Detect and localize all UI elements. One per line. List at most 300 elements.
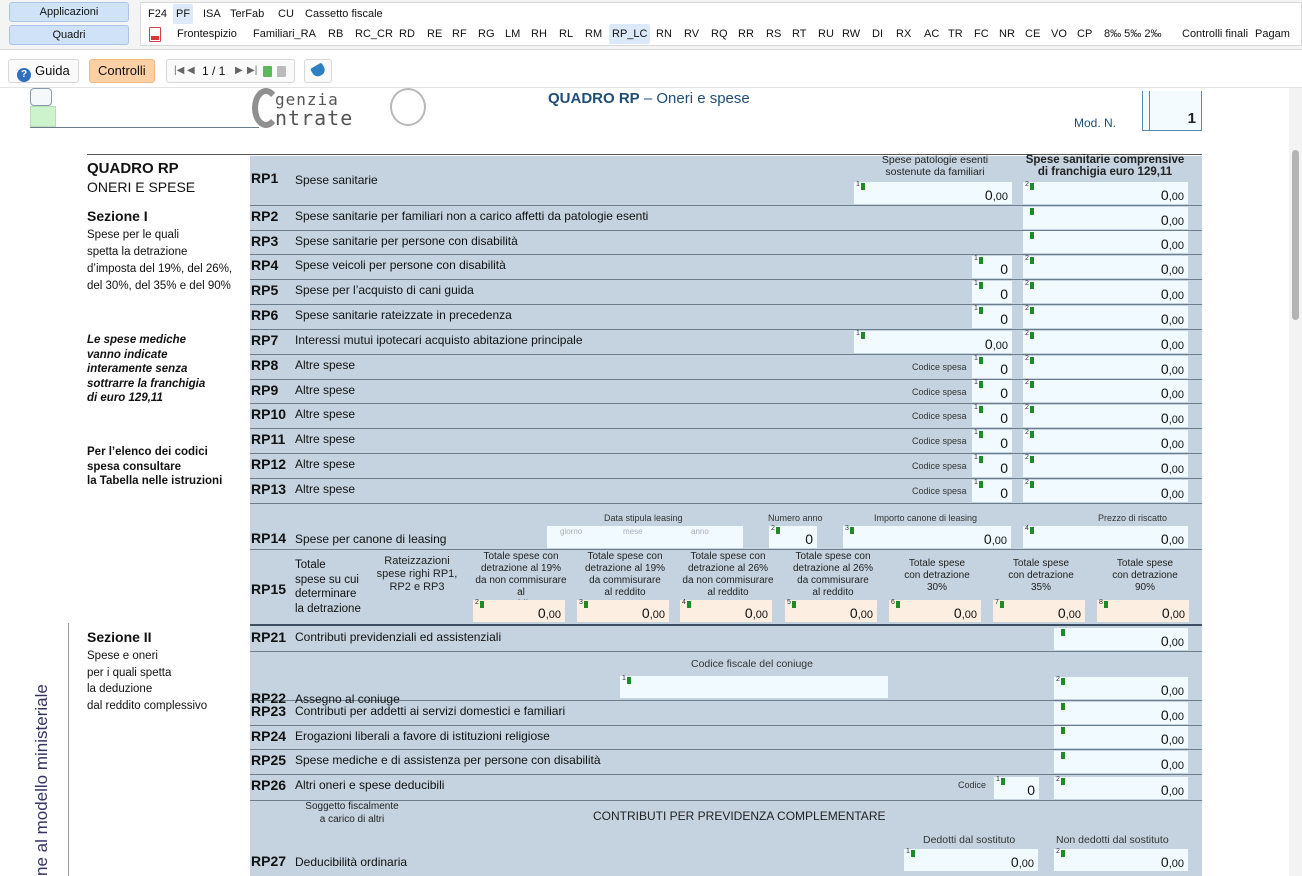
delete-page-icon[interactable] (277, 66, 286, 77)
field-marker-icon (687, 601, 691, 608)
sez1desc-line: del 30%, del 35% e del 90% (87, 280, 231, 292)
field-value-int: 0 (1160, 410, 1169, 426)
field-value-int: 0 (1160, 756, 1169, 772)
field-value-dec: ,00 (1168, 735, 1184, 747)
field-value: 0 (1000, 286, 1008, 302)
rp7-field-1[interactable] (854, 331, 1012, 353)
rp15-field-4[interactable] (680, 600, 772, 622)
field-value (538, 605, 561, 621)
rp12-amount-field[interactable] (1023, 455, 1188, 477)
field-value-dec: ,00 (752, 609, 768, 621)
rp9-codice-field[interactable] (972, 380, 1012, 402)
field-number: 1 (974, 355, 978, 362)
field-marker-icon (1030, 381, 1034, 388)
field-value (1162, 605, 1185, 621)
field-value-dec: ,00 (1065, 609, 1081, 621)
rp23-label: Contributi per addetti ai servizi domestici e familiari (295, 704, 566, 718)
field-number: 1 (856, 330, 860, 337)
vertical-caption: ne al modello ministeriale (32, 684, 51, 876)
rp1-field-2[interactable] (1023, 182, 1188, 204)
quadro-tab-tr[interactable]: TR (948, 28, 963, 40)
row-separator (250, 354, 1202, 355)
rp22-cf-field[interactable] (620, 676, 888, 698)
tab-cu[interactable]: CU (278, 8, 294, 20)
quadro-tab-ce[interactable]: CE (1025, 28, 1041, 40)
rp10-label: Altre spese (295, 407, 356, 421)
field-value-int: 0 (953, 605, 962, 621)
field-marker-icon (1030, 527, 1034, 534)
field-value (1161, 385, 1184, 401)
field-value-int: 0 (1161, 605, 1170, 621)
quadro-tab-di[interactable]: DI (872, 28, 883, 40)
rp15-field-7[interactable] (993, 600, 1085, 622)
sezione2-desc (87, 648, 207, 714)
rp23-field[interactable] (1054, 702, 1188, 724)
rp8-codice-spesa-label: Codice spesa (912, 362, 967, 372)
rp26-codice-label: Codice (958, 780, 987, 790)
first-page-icon[interactable]: |◀ (174, 65, 185, 76)
quadro-tab-pagam[interactable]: Pagam (1255, 28, 1290, 40)
add-page-icon[interactable] (263, 66, 272, 77)
rp15-field-3[interactable] (577, 600, 669, 622)
rp15-field-5[interactable] (785, 600, 877, 622)
field-marker-icon (1061, 629, 1065, 636)
field-marker-icon (627, 677, 631, 684)
field-value (1161, 336, 1184, 352)
rp26-amount-field[interactable] (1054, 777, 1188, 799)
rp6-label: Spese sanitarie rateizzate in precedenza (295, 308, 512, 322)
field-marker-icon (979, 257, 983, 264)
field-value (1161, 435, 1184, 451)
sezione1-desc (87, 227, 232, 295)
rp8-code: RP8 (251, 357, 279, 373)
field-value (850, 605, 873, 621)
rp7-field-2[interactable] (1023, 331, 1188, 353)
field-value-int: 0 (984, 336, 993, 352)
field-value: 0 (1000, 385, 1008, 401)
rp27-dedotti-label: Dedotti dal sostituto (923, 834, 1016, 846)
rp15-rate-checkbox[interactable] (30, 88, 52, 106)
rp15-rate-label (375, 555, 459, 594)
field-value: 0 (1000, 361, 1008, 377)
field-value-int: 0 (1057, 605, 1066, 621)
field-number: 2 (1025, 355, 1029, 362)
controlli-button[interactable]: Controlli (89, 59, 155, 83)
quadro-tab-rt[interactable]: RT (792, 28, 807, 40)
rp11-amount-field[interactable] (1023, 430, 1188, 452)
page-indicator: 1 / 1 (202, 64, 226, 78)
quadro-tab-ac[interactable]: AC (924, 28, 940, 40)
field-marker-icon (1030, 406, 1034, 413)
field-value-dec: ,00 (992, 191, 1008, 203)
field-marker-icon (1104, 601, 1108, 608)
rp27-soggetto-label (292, 800, 412, 826)
rp1-field-1[interactable] (854, 182, 1012, 204)
field-value-int: 0 (1160, 435, 1169, 451)
field-number: 1 (974, 305, 978, 312)
quadro-tab-rn[interactable]: RN (656, 28, 672, 40)
rp15-field-8[interactable] (1097, 600, 1189, 622)
rp27-soggetto-line: a carico di altri (319, 814, 385, 825)
field-value (1161, 187, 1184, 203)
rp25-field[interactable] (1054, 751, 1188, 773)
rp6-field-2[interactable] (1023, 306, 1188, 328)
rp13-amount-field[interactable] (1023, 480, 1188, 502)
field-value (1161, 854, 1184, 870)
rp14-importo-label: Importo canone di leasing (874, 513, 978, 523)
row-separator (250, 549, 1202, 550)
rp4-field-2[interactable] (1023, 256, 1188, 278)
field-marker-icon (1000, 601, 1004, 608)
field-number: 1 (856, 181, 860, 188)
note1-line: di euro 129,11 (87, 392, 163, 404)
rp9-codice-spesa-label: Codice spesa (912, 387, 967, 397)
field-value-int: 0 (1160, 531, 1169, 547)
field-value-dec: ,00 (545, 609, 561, 621)
field-marker-icon (1030, 332, 1034, 339)
rp27-non-dedotti-field[interactable] (1054, 849, 1188, 871)
quadro-tab-rg[interactable]: RG (478, 28, 495, 40)
field-value (1161, 782, 1184, 798)
rp11-codice-spesa-label: Codice spesa (912, 436, 967, 446)
field-value: 0 (1000, 485, 1008, 501)
clean-button[interactable] (304, 59, 332, 83)
field-value-int: 0 (1160, 311, 1169, 327)
rp1-col-right: Spese sanitarie comprensive di franchigia euro 129,11 (1025, 154, 1185, 178)
row-separator (250, 774, 1202, 775)
field-value-dec: ,00 (1168, 711, 1184, 723)
field-value (1161, 731, 1184, 747)
field-marker-icon (979, 431, 983, 438)
rp15-field-6[interactable] (889, 600, 981, 622)
rp1-label: Spese sanitarie (295, 173, 378, 187)
rp22-amount-field[interactable] (1054, 677, 1188, 699)
field-value (1161, 460, 1184, 476)
field-value-dec: ,00 (1168, 637, 1184, 649)
rp27-soggetto-checkbox[interactable] (30, 106, 56, 127)
rp10-codice-spesa-label: Codice spesa (912, 411, 967, 421)
quadro-tab-rq[interactable]: RQ (711, 28, 728, 40)
rp15-col-head-2: Totale spese con detrazione al 19% da non commisurare al (475, 551, 567, 598)
field-value-dec: ,00 (649, 609, 665, 621)
field-marker-icon (776, 527, 780, 534)
rp15-col-head-6: Totale spese con detrazione 30% (904, 558, 970, 593)
rp27-dedotti-field[interactable] (904, 849, 1038, 871)
field-number: 2 (1056, 776, 1060, 783)
field-marker-icon (1030, 307, 1034, 314)
field-value-dec: ,00 (1168, 290, 1184, 302)
rp11-codice-field[interactable] (972, 430, 1012, 452)
nav-panel (140, 2, 1302, 46)
page-title: QUADRO RP – Oneri e spese (548, 90, 750, 107)
field-number: 1 (974, 280, 978, 287)
row-separator (250, 205, 1202, 206)
rp27-code: RP27 (251, 853, 287, 869)
field-number: 2 (475, 599, 479, 606)
rp8-amount-field[interactable] (1023, 356, 1188, 378)
help-icon: ? (17, 68, 31, 82)
rp10-amount-field[interactable] (1023, 405, 1188, 427)
rp1-code: RP1 (251, 170, 279, 186)
field-number: 2 (1025, 305, 1029, 312)
field-value (1161, 531, 1184, 547)
applicazioni-button[interactable]: Applicazioni (9, 2, 129, 22)
quadro-tab-rw[interactable]: RW (842, 28, 861, 40)
quadro-tab-re[interactable]: RE (427, 28, 443, 40)
rp15-label-line: determinare (295, 588, 357, 600)
quadro-tab-rb[interactable]: RB (328, 28, 344, 40)
quadro-tab-rr[interactable]: RR (738, 28, 754, 40)
rp5-label: Spese per l’acquisto di cani guida (295, 283, 474, 297)
rp2-field[interactable] (1023, 207, 1188, 229)
field-marker-icon (1061, 778, 1065, 785)
field-value-dec: ,00 (1168, 240, 1184, 252)
field-number: 2 (1025, 404, 1029, 411)
field-value (1161, 410, 1184, 426)
field-value-dec: ,00 (1168, 365, 1184, 377)
note2-line: la Tabella nelle istruzioni (87, 475, 223, 487)
field-value-int: 0 (744, 605, 753, 621)
row-separator (250, 503, 1202, 504)
rp14-numero-anno-field[interactable] (769, 526, 817, 548)
side-oneri: ONERI E SPESE (87, 179, 196, 195)
field-number: 1 (974, 429, 978, 436)
quadro-tab-rc-cr[interactable]: RC_CR (355, 28, 393, 40)
rp10-codice-field[interactable] (972, 405, 1012, 427)
tab-isa[interactable]: ISA (203, 8, 221, 20)
rp26-label: Altri oneri e spese deducibili (295, 778, 445, 792)
vertical-scrollbar[interactable] (1289, 88, 1302, 876)
field-value (1161, 361, 1184, 377)
row-separator (250, 453, 1202, 454)
rp27-label: Deducibilità ordinaria (295, 855, 408, 869)
field-value-int: 0 (1160, 782, 1169, 798)
field-marker-icon (1061, 850, 1065, 857)
quadro-tab-vo[interactable]: VO (1051, 28, 1067, 40)
quadro-tab-controlli-finali[interactable]: Controlli finali (1182, 28, 1249, 40)
prev-page-icon[interactable]: ◀ (187, 65, 195, 76)
rp14-prezzo-field[interactable] (1023, 526, 1188, 548)
field-value-int: 0 (1160, 261, 1169, 277)
field-value (1161, 261, 1184, 277)
field-marker-icon (1030, 183, 1034, 190)
quadro-tab-nr[interactable]: NR (999, 28, 1015, 40)
field-value-int: 0 (1160, 187, 1169, 203)
field-marker-icon (979, 357, 983, 364)
field-value (985, 187, 1008, 203)
side-quadro: QUADRO RP (87, 160, 179, 177)
quadro-tab-rl[interactable]: RL (559, 28, 574, 40)
field-value-dec: ,00 (991, 535, 1007, 547)
quadro-tab-rx[interactable]: RX (896, 28, 912, 40)
field-value-dec: ,00 (992, 340, 1008, 352)
quadro-tab-rv[interactable]: RV (684, 28, 700, 40)
quadro-tab-rs[interactable]: RS (766, 28, 782, 40)
quadro-tab-rh[interactable]: RH (531, 28, 547, 40)
quadro-tab-familiari-ra[interactable]: Familiari_RA (253, 28, 316, 40)
rp12-codice-field[interactable] (972, 455, 1012, 477)
field-value (1161, 707, 1184, 723)
field-value-int: 0 (983, 531, 992, 547)
field-value-int: 0 (984, 187, 993, 203)
rp22-code: RP22 (251, 690, 287, 706)
field-marker-icon (1030, 232, 1034, 239)
rp14-code: RP14 (251, 530, 287, 546)
quadro-tab-rm[interactable]: RM (585, 28, 603, 40)
field-number: 2 (1056, 848, 1060, 855)
quadro-tab-cp[interactable]: CP (1077, 28, 1093, 40)
field-value-int: 0 (1160, 854, 1169, 870)
field-number: 4 (1025, 525, 1029, 532)
field-value (1011, 854, 1034, 870)
rp11-code: RP11 (251, 431, 286, 447)
rp25-label: Spese mediche e di assistenza per persone con disabilità (295, 753, 601, 767)
rp6-field-1[interactable] (972, 306, 1012, 328)
rp15-col-head-8: Totale spese con detrazione 90% (1112, 558, 1178, 593)
rp15-col-head-7: Totale spese con detrazione 35% (1008, 558, 1074, 593)
guida-button[interactable]: ? Guida (8, 59, 79, 83)
quadro-tab-rd[interactable]: RD (399, 28, 415, 40)
rp21-field[interactable] (1054, 628, 1188, 650)
field-marker-icon (1030, 431, 1034, 438)
side-sezione1: Sezione I (87, 208, 148, 224)
mod-number-field[interactable]: 1 (1142, 91, 1202, 131)
quadro-tab-rf[interactable]: RF (452, 28, 467, 40)
field-value (1161, 286, 1184, 302)
rp13-codice-field[interactable] (972, 480, 1012, 502)
quadro-tab-8-5-2-[interactable]: 8‰ 5‰ 2‰ (1104, 28, 1162, 40)
row-separator (250, 403, 1202, 404)
row-separator (250, 428, 1202, 429)
last-page-icon[interactable]: ▶| (247, 65, 258, 76)
rp27-soggetto-line: Soggetto fiscalmente (305, 801, 399, 812)
field-value-dec: ,00 (1168, 191, 1184, 203)
brush-icon (310, 62, 327, 78)
rp3-field[interactable] (1023, 231, 1188, 253)
rp8-label: Altre spese (295, 358, 356, 372)
tab-pf[interactable]: PF (173, 4, 193, 24)
field-marker-icon (1061, 752, 1065, 759)
field-number: 2 (1056, 676, 1060, 683)
rp12-codice-spesa-label: Codice spesa (912, 461, 967, 471)
rp14-importo-field[interactable] (843, 526, 1011, 548)
top-bar (0, 0, 1302, 50)
quadro-tab-lm[interactable]: LM (505, 28, 521, 40)
field-marker-icon (1030, 282, 1034, 289)
row-separator (250, 749, 1202, 750)
logo-line2: ntrate (275, 106, 354, 130)
rp5-field-1[interactable] (972, 281, 1012, 303)
rp8-codice-field[interactable] (972, 356, 1012, 378)
rp15-label-line: Totale (295, 559, 326, 571)
rp24-label: Erogazioni liberali a favore di istituzioni religiose (295, 729, 550, 743)
row-separator (250, 254, 1202, 255)
tab-terfab[interactable]: TerFab (230, 8, 265, 20)
field-number: 2 (1025, 379, 1029, 386)
field-number: 6 (891, 599, 895, 606)
field-value-int: 0 (1160, 707, 1169, 723)
quadro-tab-frontespizio[interactable]: Frontespizio (177, 28, 237, 40)
rp24-field[interactable] (1054, 726, 1188, 748)
field-value-dec: ,00 (1168, 414, 1184, 426)
rp14-data-label: Data stipula leasing (604, 513, 683, 523)
field-value-int: 0 (1160, 236, 1169, 252)
pdf-icon[interactable] (149, 27, 161, 42)
rp21-code: RP21 (251, 629, 287, 645)
field-value-int: 0 (1160, 361, 1169, 377)
rp7-label: Interessi mutui ipotecari acquisto abitazione principale (295, 333, 583, 347)
rp3-label: Spese sanitarie per persone con disabilità (295, 234, 518, 248)
note2-line: Per l’elenco dei codici (87, 446, 208, 458)
rp24-code: RP24 (251, 728, 287, 744)
field-value-dec: ,00 (1168, 389, 1184, 401)
rp10-code: RP10 (251, 406, 287, 422)
quadro-tab-rp-lc[interactable]: RP_LC (609, 24, 650, 44)
field-value-dec: ,00 (1168, 858, 1184, 870)
field-value-dec: ,00 (1168, 535, 1184, 547)
rp15-col-head-3: Totale spese con detrazione al 19% da commisurare al reddito (584, 551, 666, 598)
rp26-codice-field[interactable] (994, 777, 1039, 799)
field-value (1058, 605, 1081, 621)
field-number: 1 (906, 848, 910, 855)
scroll-thumb[interactable] (1292, 150, 1299, 320)
field-number: 1 (622, 675, 626, 682)
field-value (1161, 212, 1184, 228)
field-marker-icon (1030, 456, 1034, 463)
field-value-dec: ,00 (1168, 489, 1184, 501)
field-value-int: 0 (1160, 460, 1169, 476)
quadro-tab-fc[interactable]: FC (974, 28, 989, 40)
document-page (30, 88, 1288, 876)
field-value: 0 (1000, 311, 1008, 327)
rp12-label: Altre spese (295, 457, 356, 471)
rp27-underline (30, 127, 259, 128)
rp5-field-2[interactable] (1023, 281, 1188, 303)
next-page-icon[interactable]: ▶ (235, 65, 243, 76)
field-number: 2 (1025, 330, 1029, 337)
page-navigator (166, 59, 295, 83)
rp14-giorno-hint: giorno (560, 527, 583, 536)
rp22-label: Assegno al coniuge (295, 692, 400, 706)
field-value-dec: ,00 (1168, 216, 1184, 228)
rp14-data-field[interactable] (547, 526, 743, 548)
field-marker-icon (861, 183, 865, 190)
field-marker-icon (911, 850, 915, 857)
tab-cassetto-fiscale[interactable]: Cassetto fiscale (305, 8, 383, 20)
field-marker-icon (584, 601, 588, 608)
rp11-label: Altre spese (295, 432, 356, 446)
field-number: 2 (1025, 429, 1029, 436)
rp15-field-2[interactable] (473, 600, 565, 622)
tab-f24[interactable]: F24 (148, 8, 167, 20)
sez2desc-line: dal reddito complessivo (87, 699, 208, 712)
rp7-code: RP7 (251, 332, 279, 348)
field-number: 4 (682, 599, 686, 606)
rp2-label: Spese sanitarie per familiari non a carico affetti da patologie esenti (295, 209, 649, 223)
field-marker-icon (861, 332, 865, 339)
rp9-label: Altre spese (295, 383, 356, 397)
field-number: 8 (1099, 599, 1103, 606)
quadro-tab-ru[interactable]: RU (818, 28, 834, 40)
rp9-amount-field[interactable] (1023, 380, 1188, 402)
rp15-label (295, 558, 361, 616)
quadri-button[interactable]: Quadri (9, 25, 129, 45)
sez2desc-line: Spese e oneri (87, 650, 158, 662)
emblem-icon (390, 88, 426, 126)
rp4-field-1[interactable] (972, 256, 1012, 278)
rp27-contributi-title: CONTRIBUTI PER PREVIDENZA COMPLEMENTARE (593, 809, 886, 823)
note1-line: interamente senza (87, 363, 188, 375)
